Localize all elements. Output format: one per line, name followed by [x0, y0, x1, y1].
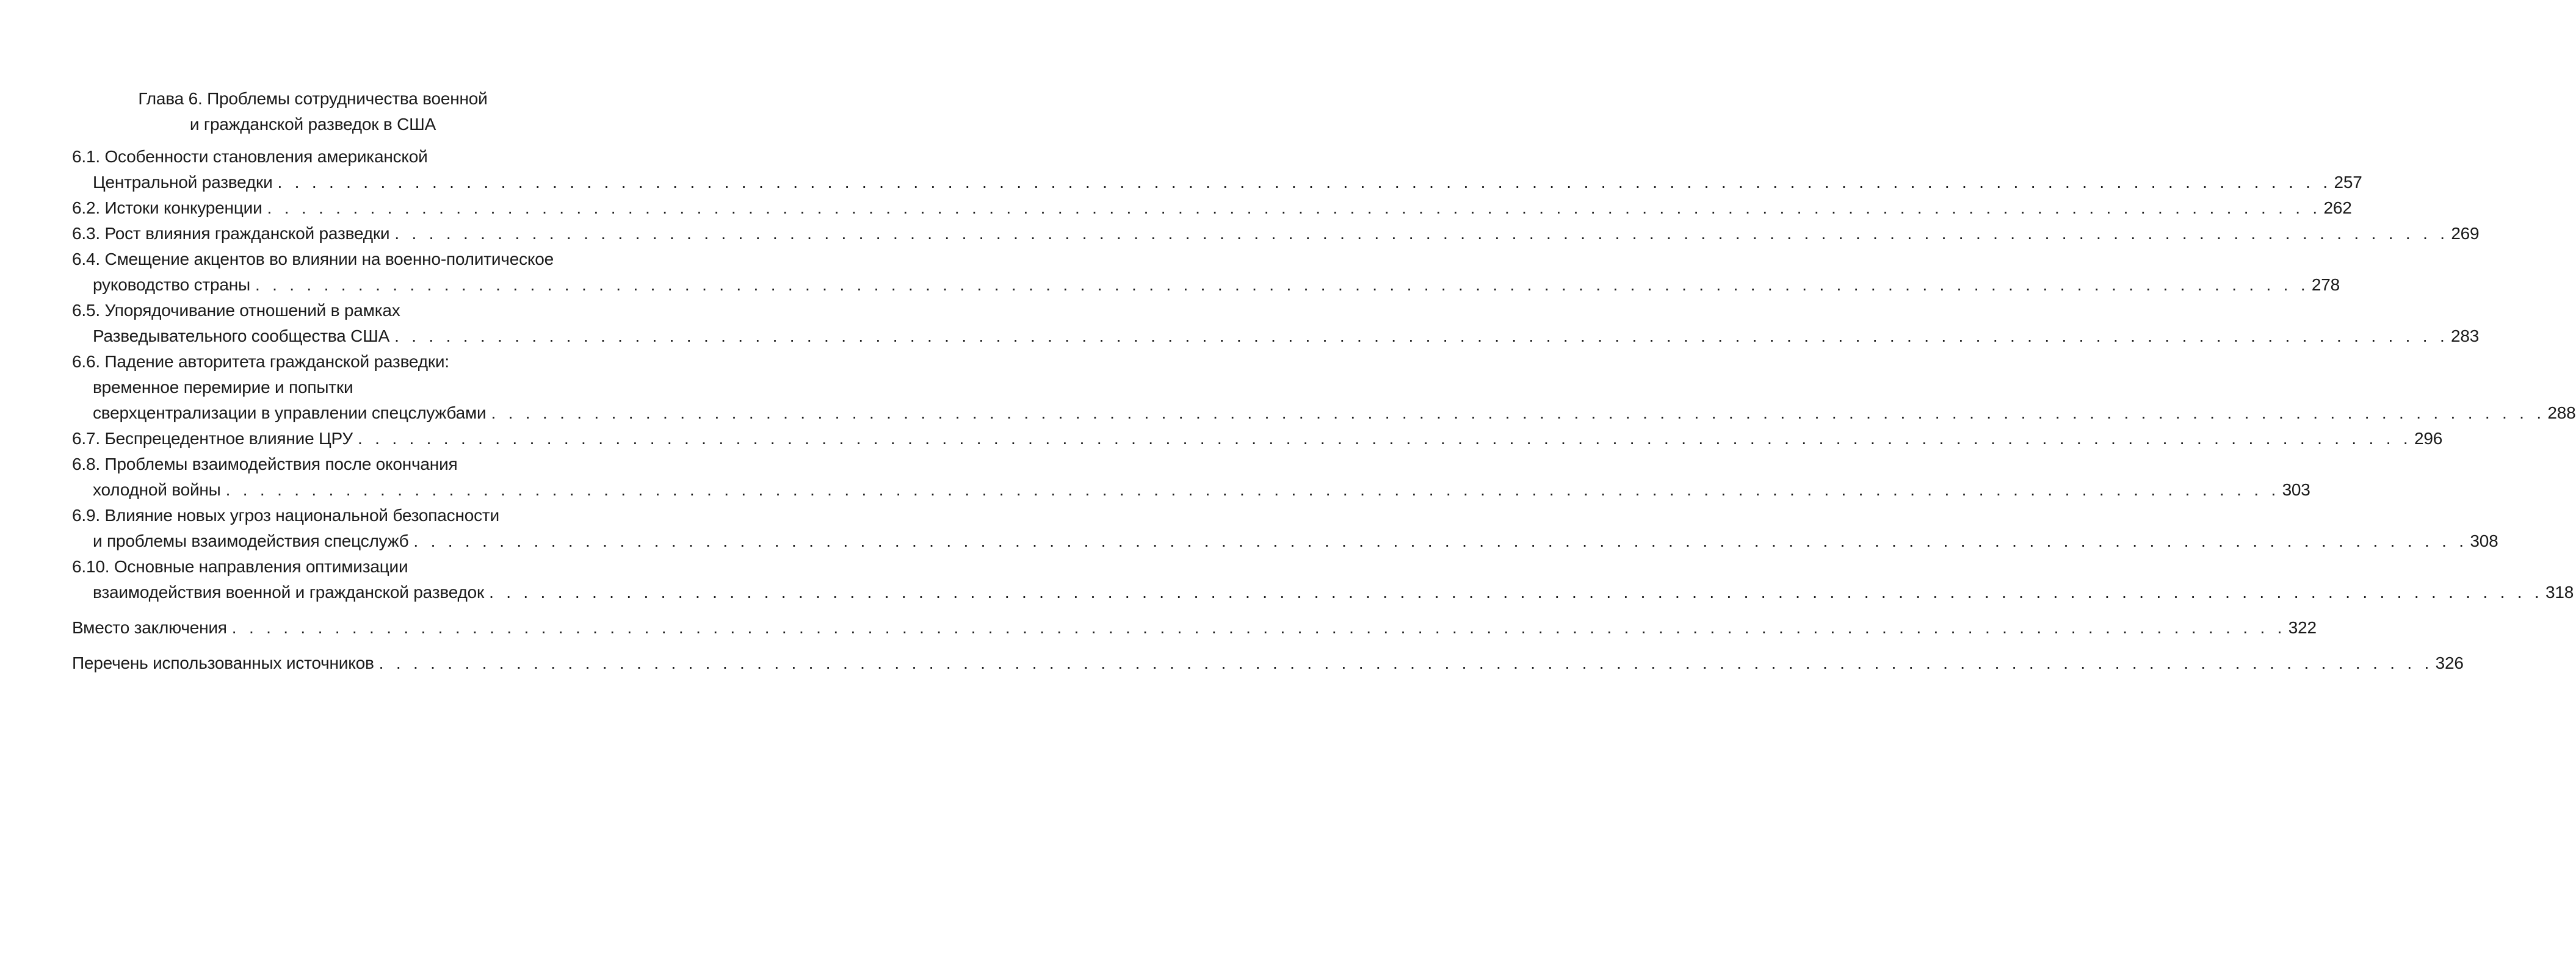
toc-entry-title: и проблемы взаимодействия спецслужб: [93, 528, 413, 554]
toc-entry-line: [72, 349, 550, 375]
toc-entry: [72, 452, 2310, 503]
toc-entry-title: 6.3. Рост влияния гражданской разведки: [72, 221, 394, 247]
toc-entry-line: [72, 247, 554, 272]
toc-entry: [72, 298, 2480, 349]
toc-page-number: 262: [2323, 198, 2352, 217]
toc-entry-title: сверхцентрализации в управлении спецслужбами: [93, 400, 491, 426]
toc-page-number: 257: [2334, 173, 2362, 192]
toc-entry: [72, 195, 2352, 221]
toc-page-number: 326: [2435, 653, 2464, 672]
toc-entry-title: Перечень использованных источников: [72, 650, 379, 676]
toc-entry-last-line: [72, 615, 2317, 641]
toc-page-number: 288: [2547, 403, 2576, 422]
dot-leader: . . . . . . . . . . . . . . . . . . . . . . . . . . . . . . . . . . . . . . . . . . . . . . . . . . . . . . . . . . . . . . . . . . . . . . . . . . . . . . . . . . . . . . . . . . . . . . . . . . . . . . . . . . . . . . . . . . . . . . . .: [358, 429, 2412, 448]
toc-entry-title: временное перемирие и попытки: [93, 378, 353, 397]
dot-leader: . . . . . . . . . . . . . . . . . . . . . . . . . . . . . . . . . . . . . . . . . . . . . . . . . . . . . . . . . . . . . . . . . . . . . . . . . . . . . . . . . . . . . . . . . . . . . . . . . . . . . . . . . . . . . . . . . . . . . . . .: [394, 224, 2449, 243]
toc-entry-line: [72, 452, 550, 477]
toc-entry-title: 6.4. Смещение акцентов во влиянии на военно-политическое: [72, 250, 554, 268]
toc-entry-title: 6.10. Основные направления оптимизации: [72, 557, 408, 576]
dot-leader: . . . . . . . . . . . . . . . . . . . . . . . . . . . . . . . . . . . . . . . . . . . . . . . . . . . . . . . . . . . . . . . . . . . . . . . . . . . . . . . . . . . . . . . . . . . . . . . . . . . . . . . . . . . . . . . . . . . . . . . .: [231, 618, 2286, 637]
toc-entry-line: [72, 298, 550, 323]
dot-leader: . . . . . . . . . . . . . . . . . . . . . . . . . . . . . . . . . . . . . . . . . . . . . . . . . . . . . . . . . . . . . . . . . . . . . . . . . . . . . . . . . . . . . . . . . . . . . . . . . . . . . . . . . . . . . . . . . . . . . . . .: [491, 403, 2545, 422]
toc-entry-title: 6.2. Истоки конкуренции: [72, 195, 267, 221]
toc-entry: [72, 221, 2480, 247]
chapter-title-line-2: и гражданской разведок в США: [189, 115, 436, 134]
dot-leader: . . . . . . . . . . . . . . . . . . . . . . . . . . . . . . . . . . . . . . . . . . . . . . . . . . . . . . . . . . . . . . . . . . . . . . . . . . . . . . . . . . . . . . . . . . . . . . . . . . . . . . . . . . . . . . . . . . . . . . . .: [489, 583, 2544, 602]
toc-entry-line: [72, 375, 550, 400]
toc-page-number: 308: [2470, 531, 2498, 550]
toc-entry-last-line: [72, 477, 2310, 503]
toc-entry-title: руководство страны: [93, 272, 255, 298]
toc-entry-title: 6.9. Влияние новых угроз национальной безопасности: [72, 506, 499, 525]
toc-entry-last-line: [72, 170, 2362, 195]
dot-leader: . . . . . . . . . . . . . . . . . . . . . . . . . . . . . . . . . . . . . . . . . . . . . . . . . . . . . . . . . . . . . . . . . . . . . . . . . . . . . . . . . . . . . . . . . . . . . . . . . . . . . . . . . . . . . . . . . . . . . . . .: [413, 531, 2468, 550]
toc-page-number: 318: [2545, 583, 2574, 602]
toc-entry: [72, 349, 2576, 426]
toc-page-number: 296: [2414, 429, 2443, 448]
toc-entry-title: Центральной разведки: [93, 170, 278, 195]
dot-leader: . . . . . . . . . . . . . . . . . . . . . . . . . . . . . . . . . . . . . . . . . . . . . . . . . . . . . . . . . . . . . . . . . . . . . . . . . . . . . . . . . . . . . . . . . . . . . . . . . . . . . . . . . . . . . . . . . . . . . . . .: [394, 326, 2449, 345]
chapter-title: [0, 86, 626, 137]
toc-entry-last-line: [72, 195, 2352, 221]
toc-entry-last-line: [72, 650, 2464, 676]
toc-page-number: 269: [2451, 224, 2480, 243]
toc-entry-last-line: [72, 426, 2443, 452]
dot-leader: . . . . . . . . . . . . . . . . . . . . . . . . . . . . . . . . . . . . . . . . . . . . . . . . . . . . . . . . . . . . . . . . . . . . . . . . . . . . . . . . . . . . . . . . . . . . . . . . . . . . . . . . . . . . . . . . . . . . . . . .: [378, 653, 2433, 672]
toc-entry-title: Разведывательного сообщества США: [93, 323, 394, 349]
dot-leader: . . . . . . . . . . . . . . . . . . . . . . . . . . . . . . . . . . . . . . . . . . . . . . . . . . . . . . . . . . . . . . . . . . . . . . . . . . . . . . . . . . . . . . . . . . . . . . . . . . . . . . . . . . . . . . . . . . . . . . . .: [277, 173, 2332, 192]
toc-entry: [72, 426, 2443, 452]
toc-entry-last-line: [72, 221, 2480, 247]
toc-entry-title: 6.7. Беспрецедентное влияние ЦРУ: [72, 426, 358, 452]
toc-entry-title: холодной войны: [93, 477, 226, 503]
dot-leader: . . . . . . . . . . . . . . . . . . . . . . . . . . . . . . . . . . . . . . . . . . . . . . . . . . . . . . . . . . . . . . . . . . . . . . . . . . . . . . . . . . . . . . . . . . . . . . . . . . . . . . . . . . . . . . . . . . . . . . . .: [267, 198, 2321, 217]
dot-leader: . . . . . . . . . . . . . . . . . . . . . . . . . . . . . . . . . . . . . . . . . . . . . . . . . . . . . . . . . . . . . . . . . . . . . . . . . . . . . . . . . . . . . . . . . . . . . . . . . . . . . . . . . . . . . . . . . . . . . . . .: [225, 480, 2280, 499]
toc-page-number: 303: [2282, 480, 2310, 499]
toc-entry-line: [72, 503, 550, 528]
toc-entry-title: 6.5. Упорядочивание отношений в рамках: [72, 301, 400, 320]
chapter-title-line-1: Глава 6. Проблемы сотрудничества военной: [138, 89, 488, 108]
toc-entry: [72, 554, 2574, 605]
toc-entry-last-line: [72, 580, 2574, 605]
toc-entry: [72, 247, 2340, 298]
toc-entry: [72, 144, 2362, 195]
toc-entry-last-line: [72, 323, 2480, 349]
toc-entry: [72, 650, 2464, 676]
toc-entry-title: 6.1. Особенности становления американской: [72, 147, 428, 166]
toc-entry: [72, 615, 2317, 641]
toc-entry-last-line: [72, 400, 2576, 426]
toc-entry-last-line: [72, 272, 2340, 298]
toc-page-number: 278: [2311, 275, 2340, 294]
toc-entry-last-line: [72, 528, 2498, 554]
dot-leader: . . . . . . . . . . . . . . . . . . . . . . . . . . . . . . . . . . . . . . . . . . . . . . . . . . . . . . . . . . . . . . . . . . . . . . . . . . . . . . . . . . . . . . . . . . . . . . . . . . . . . . . . . . . . . . . . . . . . . . . .: [255, 275, 2309, 294]
toc-page-number: 322: [2288, 618, 2317, 637]
table-of-contents: [72, 144, 2576, 676]
toc-entry-title: Вместо заключения: [72, 615, 232, 641]
toc-entry-title: взаимодействия военной и гражданской разведок: [93, 580, 489, 605]
toc-entry-title: 6.8. Проблемы взаимодействия после окончания: [72, 455, 458, 473]
toc-entry-line: [72, 144, 550, 170]
toc-entry-title: 6.6. Падение авторитета гражданской разведки:: [72, 352, 449, 371]
toc-entry-line: [72, 554, 550, 580]
toc-page-number: 283: [2451, 326, 2480, 345]
toc-entry: [72, 503, 2498, 554]
